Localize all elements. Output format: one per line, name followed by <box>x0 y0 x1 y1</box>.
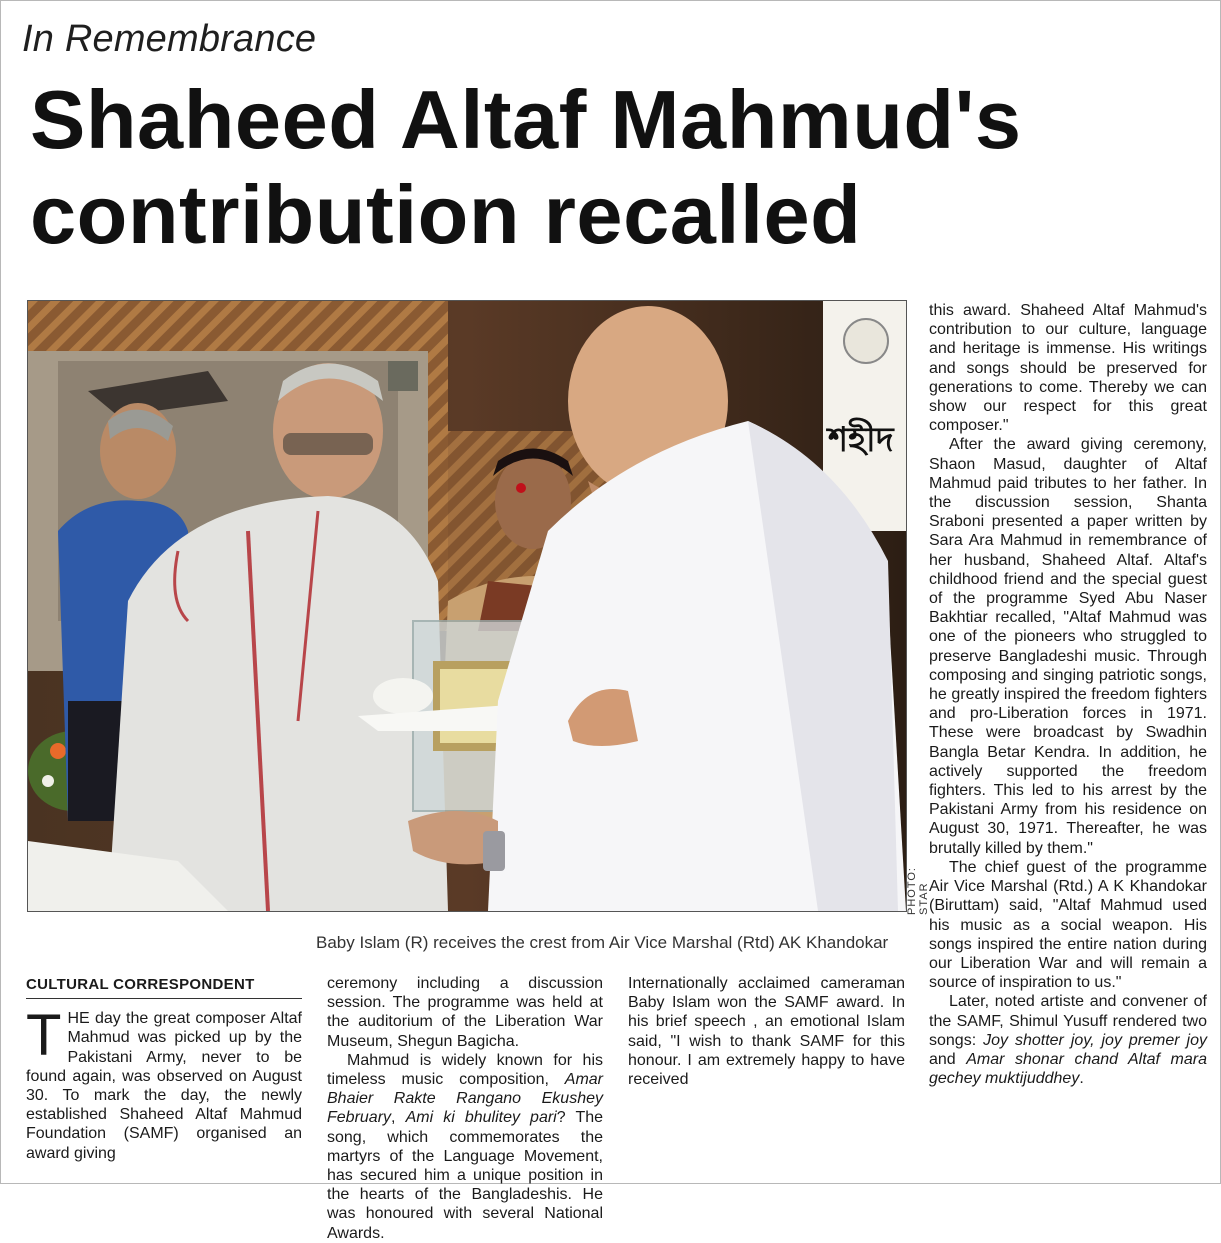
headline-line-2: contribution recalled <box>30 168 862 261</box>
article-paragraph: ceremony including a discussion session. The programme was held at the auditorium of the Liberation War Museum, Shegun Bagicha. <box>327 975 603 1050</box>
news-photo <box>27 300 907 912</box>
headline <box>30 72 1150 262</box>
article-column-1 <box>26 975 302 1163</box>
photo-credit: PHOTO: STAR <box>906 867 930 915</box>
section-kicker: In Remembrance <box>22 18 317 60</box>
article-column-2 <box>327 974 603 1243</box>
article-paragraph: THE day the great composer Altaf Mahmud was picked up by the Pakistani Army, never to be found again, was observed on August 30. To mark the day, the newly established Shaheed Altaf Mahmud Foundation (SAMF) organised an award giving <box>26 1003 302 1162</box>
article-paragraph: After the award giving ceremony, Shaon Masud, daughter of Altaf Mahmud paid tributes to her father. In the discussion session, Shanta Sraboni presented a paper written by Sara Ara Mahmud in remembrance of her husband, Shaheed Altaf. Altaf's childhood friend and the special guest of the programme Syed Abu Naser Bakhtiar recalled, "Altaf Mahmud was one of the pioneers who struggled to preserve Bangladeshi music. Through composing and singing patriotic songs, he greatly inspired the freedom fighters and pro-Liberation forces in 1971. These were broadcast by Swadhin Bangla Betar Kendra. In addition, he actively supported the freedom fighters. This led to his arrest by the Pakistani Army from his residence on August 30, 1971. Thereafter, he was brutally killed by them." <box>929 436 1207 857</box>
article-column-4 <box>929 301 1207 1088</box>
banner-text: শহীদ <box>828 420 894 460</box>
article-paragraph: Internationally acclaimed cameraman Baby Islam won the SAMF award. In his brief speech , an emotional Islam said, "I wish to thank SAMF for this honour. I am extremely happy to have received <box>628 975 905 1089</box>
article-paragraph: this award. Shaheed Altaf Mahmud's contribution to our culture, language and heritage is immense. His writings and songs should be preserved for generations to come. Thereby we can show our respect for this great composer." <box>929 302 1207 435</box>
article-paragraph: Mahmud is widely known for his timeless music composition, Amar Bhaier Rakte Rangano Ekushey February, Ami ki bhulitey pari? The song, which commemorates the martyrs of the Language Movement, has secured him a unique position in the hearts of the Bangladeshis. He was honoured with several National Awards. <box>327 1051 604 1242</box>
photo-caption: Baby Islam (R) receives the crest from Air Vice Marshal (Rtd) AK Khandokar <box>316 933 889 952</box>
article-paragraph: Later, noted artiste and convener of the SAMF, Shimul Yusuff rendered two songs: Joy shotter joy, joy premer joy and Amar shonar chand Altaf mara gechey muktijuddhey. <box>929 993 1207 1088</box>
drop-cap: T <box>26 1003 62 1069</box>
article-paragraph: The chief guest of the programme Air Vice Marshal (Rtd.) A K Khandokar (Biruttam) said, "Altaf Mahmud used his music as a social weapon. His songs inspired the entire nation during our Liberation War and will remain a source of inspiration to us." <box>929 858 1207 992</box>
headline-line-1: Shaheed Altaf Mahmud's <box>30 73 1022 166</box>
byline: CULTURAL CORRESPONDENT <box>26 975 302 999</box>
article-column-3 <box>628 974 905 1089</box>
